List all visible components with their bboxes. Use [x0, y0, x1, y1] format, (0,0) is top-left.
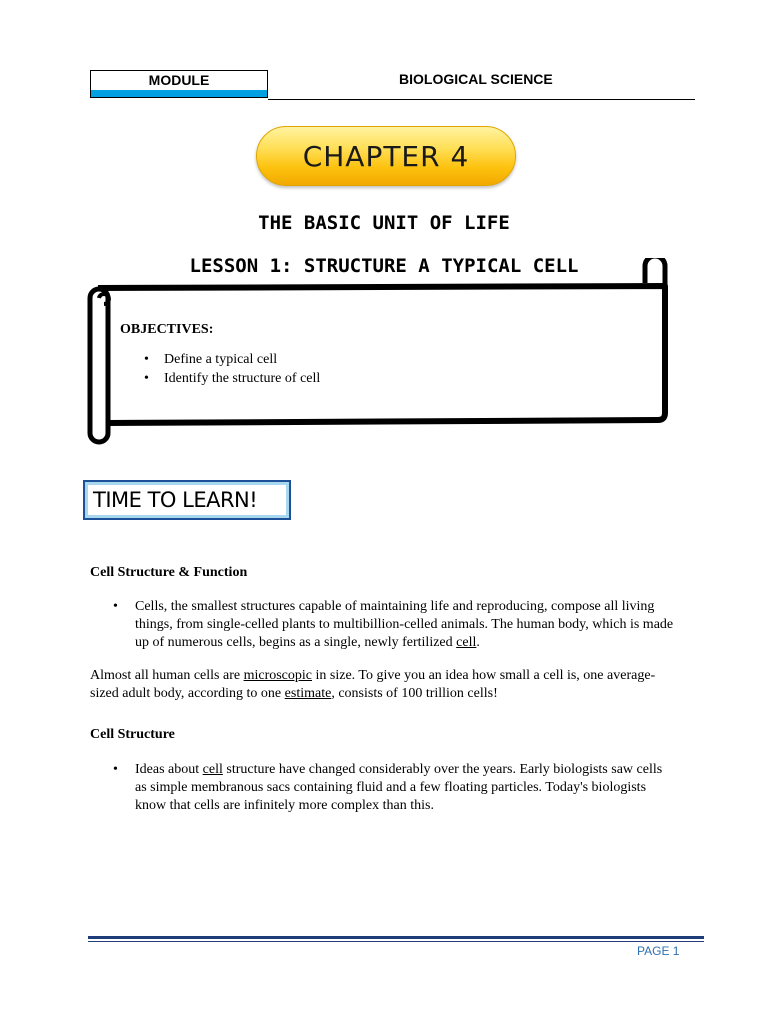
- cell-link[interactable]: cell: [202, 762, 223, 777]
- section-heading-cell-structure-function: Cell Structure & Function: [90, 565, 248, 580]
- footer-divider: [88, 936, 704, 939]
- time-to-learn-banner: [83, 480, 291, 520]
- bullet-text-end: structure have changed considerably over the years. Early biologists saw cells as simple membranous sacs containing fluid and a few floating particles. Today's biologists know that cells are infinitely more complex than this.: [135, 762, 663, 813]
- bullet-dot: •: [113, 599, 118, 614]
- objectives-heading: OBJECTIVES:: [120, 322, 214, 337]
- para-text-end: , consists of 100 trillion cells!: [331, 686, 498, 701]
- objective-item: • Define a typical cell: [140, 350, 320, 369]
- time-to-learn-label: TIME TO LEARN!: [88, 485, 286, 515]
- header-divider: [268, 99, 695, 100]
- bullet-dot: •: [113, 762, 118, 777]
- page-number: PAGE 1: [637, 944, 680, 958]
- chapter-badge: [256, 126, 516, 186]
- cell-link[interactable]: cell: [456, 635, 477, 650]
- microscopic-link[interactable]: microscopic: [243, 668, 312, 683]
- section1-bullet: [113, 598, 675, 652]
- objectives-list: [140, 350, 320, 388]
- para-text: in size. To give you an idea how small a cell is, one average-sized adult body, according to one: [90, 668, 656, 701]
- footer-divider-thin: [88, 941, 704, 942]
- chapter-title: THE BASIC UNIT OF LIFE: [258, 212, 510, 234]
- module-accent-bar: [91, 90, 267, 97]
- bullet-text: Cells, the smallest structures capable of maintaining life and reproducing, compose all living things, from single-celled plants to multibillion-celled animals. The human body, which is made up of numerous cells, begins as a single, newly fertilized: [135, 599, 674, 650]
- section1-paragraph: [90, 667, 680, 703]
- section-heading-cell-structure: Cell Structure: [90, 727, 175, 742]
- bullet-text: Ideas about: [135, 762, 203, 777]
- para-text: Almost all human cells are: [90, 668, 244, 683]
- subject-title: BIOLOGICAL SCIENCE: [399, 71, 553, 87]
- lesson-title: LESSON 1: STRUCTURE A TYPICAL CELL: [189, 255, 579, 277]
- chapter-label: CHAPTER 4: [302, 139, 470, 173]
- module-box: [90, 70, 268, 98]
- objective-item: • Identify the structure of cell: [140, 369, 320, 388]
- estimate-link[interactable]: estimate: [284, 686, 332, 701]
- module-label: MODULE: [148, 72, 210, 88]
- bullet-text-end: .: [476, 635, 480, 650]
- section2-bullet: [113, 761, 675, 815]
